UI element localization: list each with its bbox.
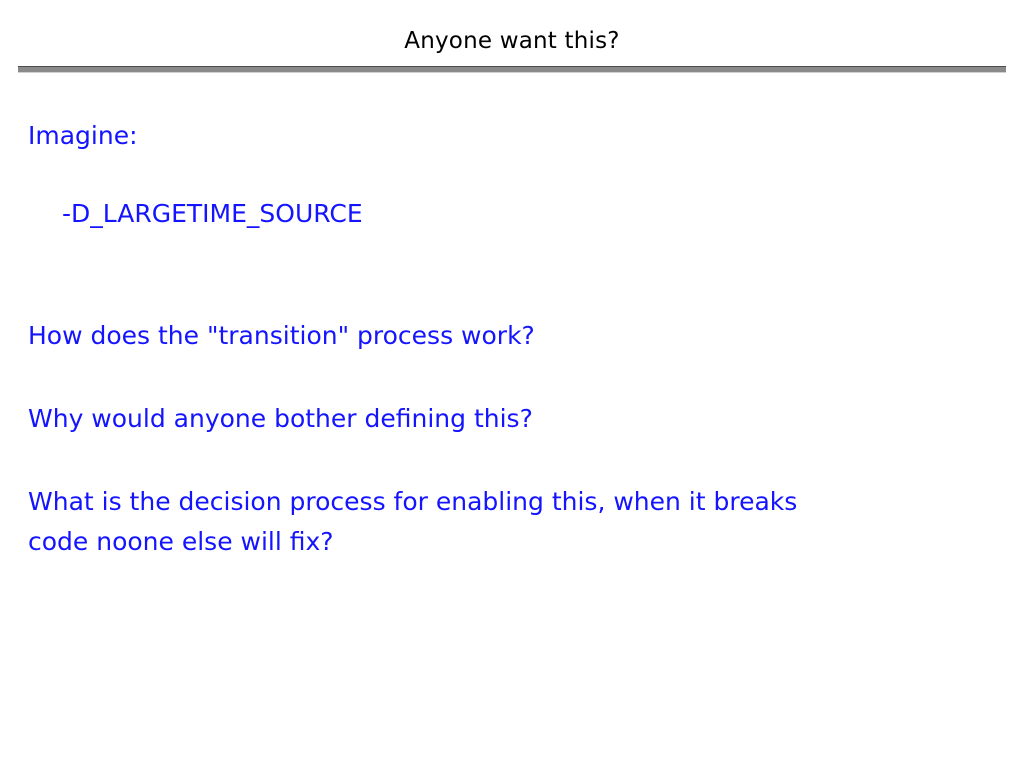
page-title: Anyone want this? bbox=[404, 28, 620, 54]
body-line-question-decision-process-1: What is the decision process for enabling this, when it breaks bbox=[28, 487, 798, 516]
body-line-imagine: Imagine: bbox=[28, 121, 138, 150]
body-line-question-transition: How does the "transition" process work? bbox=[28, 321, 535, 350]
body-line-question-decision-process-2: code noone else will fix? bbox=[28, 527, 334, 556]
body-line-define-flag: -D_LARGETIME_SOURCE bbox=[62, 199, 363, 228]
body-line-question-why-define: Why would anyone bother defining this? bbox=[28, 404, 533, 433]
title-divider bbox=[18, 66, 1006, 73]
